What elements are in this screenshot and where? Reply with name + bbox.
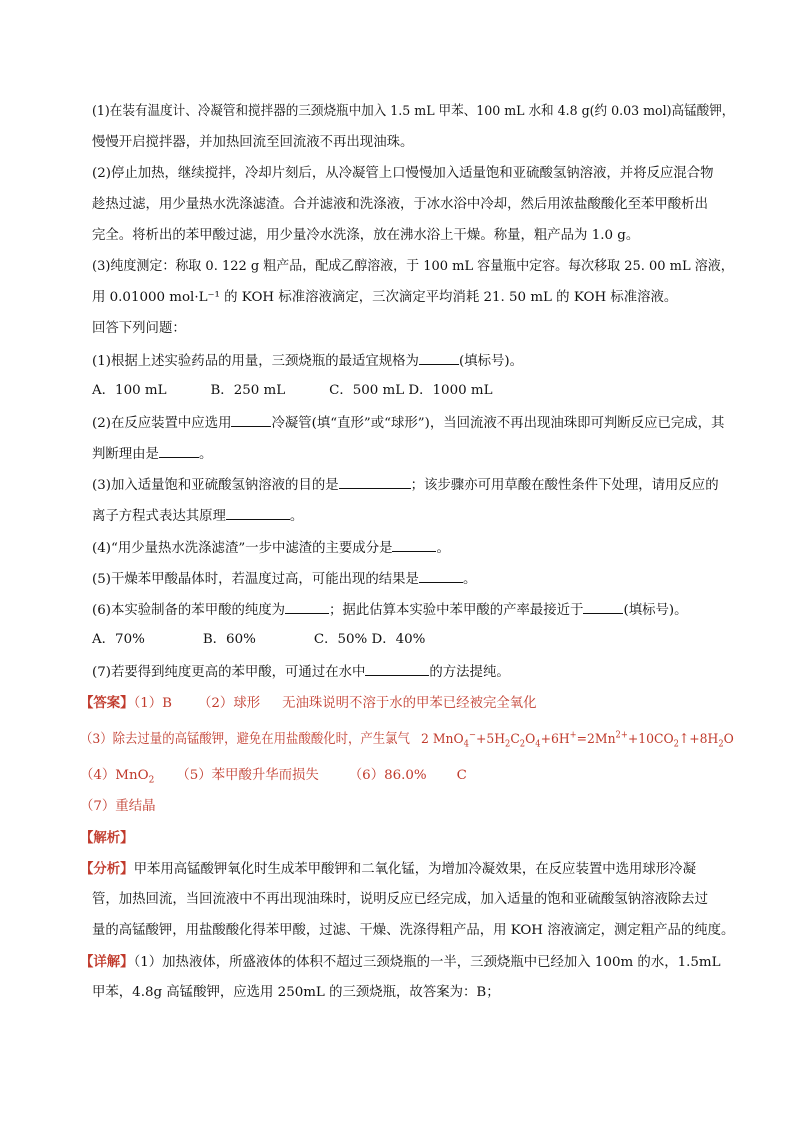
answer-2: （2）球形 bbox=[198, 696, 261, 711]
question-1-option-b: B．250 mL bbox=[210, 383, 286, 398]
question-2-line-2 bbox=[92, 443, 212, 465]
analysis-xiangjie-line-2: 甲苯，4.8g 高锰酸钾，应选用 250mL 的三颈烧瓶，故答案为：B； bbox=[92, 985, 500, 1000]
answer-4: （4）MnO bbox=[80, 768, 149, 783]
question-6-blank-2[interactable] bbox=[583, 599, 623, 614]
analysis-tag: 【解析】 bbox=[80, 830, 134, 846]
question-1-text: (1)根据上述实验药品的用量，三颈烧瓶的最适宜规格为 bbox=[92, 354, 419, 369]
answer-4-subscript: 2 bbox=[148, 775, 155, 786]
question-1-blank[interactable] bbox=[419, 350, 459, 365]
answer-6-choice: C bbox=[456, 768, 467, 783]
procedure-step-3-line-1: (3)纯度测定：称取 0. 122 g 粗产品，配成乙醇溶液，于 100 mL 容量瓶中定容。每次移取 25. 00 mL 溶液， bbox=[92, 259, 734, 274]
procedure-step-1-line-2: 慢慢开启搅拌器，并加热回流至回流液不再出现油珠。 bbox=[92, 135, 414, 150]
question-2b-text: 判断理由是 bbox=[92, 447, 159, 462]
question-6-option-a: A．70% bbox=[92, 632, 145, 647]
question-1-option-cd: C．500 mL D．1000 mL bbox=[329, 383, 493, 398]
procedure-step-2-line-3: 完全。将析出的苯甲酸过滤，用少量冷水洗涤，放在沸水浴上干燥。称量，粗产品为 1.0 g。 bbox=[92, 228, 640, 243]
question-6-option-b: B．60% bbox=[202, 632, 256, 647]
question-5-suffix: 。 bbox=[462, 572, 477, 587]
question-6-text-2: ；据此估算本实验中苯甲酸的产率最接近于 bbox=[329, 603, 584, 618]
question-3-line-2 bbox=[92, 505, 303, 527]
question-2 bbox=[92, 412, 724, 434]
question-3-text: (3)加入适量饱和亚硫酸氢钠溶液的目的是 bbox=[92, 478, 339, 493]
question-5 bbox=[92, 568, 476, 590]
answer-line-1 bbox=[80, 693, 537, 714]
question-6-options bbox=[92, 630, 425, 650]
question-7-blank[interactable] bbox=[365, 661, 429, 676]
fenxi-text-1: 甲苯用高锰酸钾氧化时生成苯甲酸钾和二氧化锰，为增加冷凝效果，在反应装置中选用球形冷凝 bbox=[133, 862, 696, 877]
analysis-fenxi-line-3: 量的高锰酸钾，用盐酸酸化得苯甲酸，过滤、干燥、洗涤得粗产品，用 KOH 溶液滴定，测定粗产品的纯度。 bbox=[92, 923, 735, 938]
question-3-blank[interactable] bbox=[339, 474, 411, 489]
question-4-blank[interactable] bbox=[392, 537, 436, 552]
question-5-text: (5)干燥苯甲酸晶体时，若温度过高，可能出现的结果是 bbox=[92, 572, 419, 587]
questions-intro: 回答下列问题： bbox=[92, 321, 186, 336]
question-7-suffix: 的方法提纯。 bbox=[429, 665, 510, 680]
question-4-suffix: 。 bbox=[436, 541, 450, 556]
question-6-blank-1[interactable] bbox=[285, 599, 329, 614]
procedure-step-2-line-2: 趁热过滤，用少量热水洗涤滤渣。合并滤液和洗涤液，于冰水浴中冷却，然后用浓盐酸酸化至苯甲酸析出 bbox=[92, 197, 708, 212]
question-3b-text: 离子方程式表达其原理 bbox=[92, 509, 226, 524]
question-2-blank[interactable] bbox=[231, 412, 271, 427]
answer-line-3 bbox=[80, 766, 467, 786]
answer-6: （6）86.0% bbox=[348, 768, 427, 783]
question-3-text-2: ；该步骤亦可用草酸在酸性条件下处理，请用反应的 bbox=[410, 478, 719, 493]
answer-5: （5）苯甲酸升华而损失 bbox=[176, 768, 319, 783]
question-6 bbox=[92, 599, 687, 621]
xiangjie-text-1: （1）加热液体，所盛液体的体积不超过三颈烧瓶的一半，三颈烧瓶中已经加入 100m 的水，1.5mL bbox=[133, 955, 721, 970]
procedure-step-2-line-1: (2)停止加热，继续搅拌，冷却片刻后，从冷凝管上口慢慢加入适量饱和亚硫酸氢钠溶液，并将反应混合物 bbox=[92, 166, 714, 181]
question-4-text: (4)“用少量热水洗涤滤渣”一步中滤渣的主要成分是 bbox=[92, 541, 393, 556]
question-2b-suffix: 。 bbox=[198, 447, 213, 462]
question-1-suffix: (填标号)。 bbox=[458, 354, 523, 369]
answer-1: （1）B bbox=[133, 696, 173, 711]
fenxi-tag: 【分析】 bbox=[80, 861, 134, 877]
question-5-blank[interactable] bbox=[419, 568, 463, 583]
question-1 bbox=[92, 350, 523, 372]
question-6-suffix: (填标号)。 bbox=[623, 603, 688, 618]
answer-3: （3）除去过量的高锰酸钾，避免在用盐酸酸化时，产生氯气 bbox=[80, 732, 410, 747]
question-2b-blank[interactable] bbox=[159, 443, 199, 458]
analysis-fenxi-line-2: 管，加热回流，当回流液中不再出现油珠时，说明反应已经完成，加入适量的饱和亚硫酸氢钠溶液除去过 bbox=[92, 892, 708, 907]
answer-7: （7）重结晶 bbox=[80, 799, 156, 814]
question-2-text: (2)在反应装置中应选用 bbox=[92, 416, 232, 431]
answer-tag: 【答案】 bbox=[80, 695, 134, 711]
question-1-options bbox=[92, 381, 492, 401]
question-7 bbox=[92, 661, 510, 683]
question-3b-suffix: 。 bbox=[289, 509, 304, 524]
analysis-xiangjie-line-1 bbox=[80, 952, 721, 973]
xiangjie-tag: 【详解】 bbox=[80, 954, 134, 970]
procedure-step-3-line-2: 用 0.01000 mol·L⁻¹ 的 KOH 标准溶液滴定，三次滴定平均消耗 21. 50 mL 的 KOH 标准溶液。 bbox=[92, 290, 678, 305]
answer-3-equation: 2 $MnO_4^-+5H_2C_2O_4+6H^+=2Mn^{2+}+10CO_2↑+8H_2O$ bbox=[421, 730, 734, 750]
question-6-text: (6)本实验制备的苯甲酸的纯度为 bbox=[92, 603, 286, 618]
procedure-step-1-line-1: (1)在装有温度计、冷凝管和搅拌器的三颈烧瓶中加入 1.5 mL 甲苯、100 mL 水和 4.8 g(约 0.03 mol)高锰酸钾， bbox=[92, 104, 735, 119]
question-3 bbox=[92, 474, 719, 496]
question-1-option-a: A．100 mL bbox=[92, 383, 167, 398]
analysis-fenxi-line-1 bbox=[80, 859, 696, 880]
question-3b-blank[interactable] bbox=[226, 505, 290, 520]
question-4 bbox=[92, 537, 450, 559]
question-6-option-cd: C．50% D．40% bbox=[313, 632, 426, 647]
question-7-text: (7)若要得到纯度更高的苯甲酸，可通过在水中 bbox=[92, 665, 366, 680]
question-2-text-2: 冷凝管(填“直形”或“球形”)，当回流液不再出现油珠即可判断反应已完成，其 bbox=[271, 416, 725, 431]
answer-2-reason: 无油珠说明不溶于水的甲苯已经被完全氧化 bbox=[282, 696, 537, 711]
answer-line-2 bbox=[80, 730, 734, 750]
